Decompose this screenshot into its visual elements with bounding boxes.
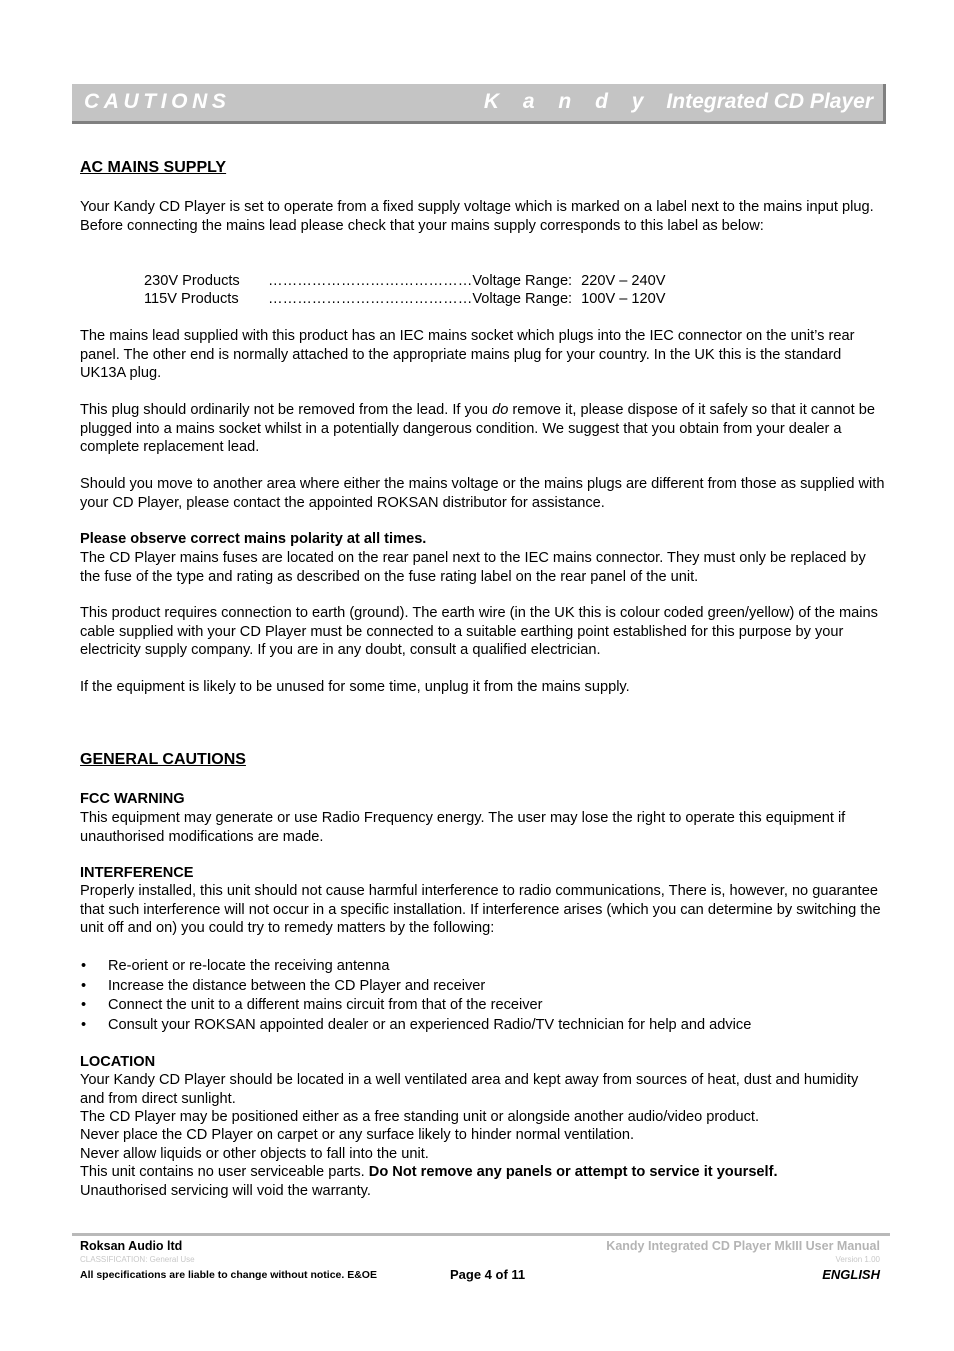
emphasis: do <box>492 402 509 418</box>
footer-manual-title: Kandy Integrated CD Player MkIII User Manual <box>606 1239 880 1253</box>
spec-label: Voltage Range: <box>472 273 573 289</box>
interference-text: Properly installed, this unit should not cause harmful interference to radio communications, There is, however, no guarantee that such interference will not occur in a specific installation. If interference arises (which you can determine by switching the unit off and on) you could try to remedy matters by the following: <box>80 883 881 936</box>
spec-row-115v <box>144 290 666 309</box>
list-item: • Increase the distance between the CD Player and receiver <box>80 977 885 997</box>
header-banner <box>72 84 886 124</box>
spec-product: 230V Products <box>144 273 240 289</box>
spec-row-230v <box>144 272 666 291</box>
footer-divider <box>72 1233 890 1236</box>
ac-mains-paragraph-2: The mains lead supplied with this product has an IEC mains socket which plugs into the IEC connector on the unit’s rear panel. The other end is normally attached to the appropriate mains plug for your country. In the UK this is the standard UK13A plug. <box>80 328 855 381</box>
remedy-list <box>80 957 885 1035</box>
list-item: • Connect the unit to a different mains circuit from that of the receiver <box>80 996 885 1016</box>
brand-name: K a n d y <box>483 90 653 113</box>
spec-range: 100V – 120V <box>581 291 666 307</box>
spec-range: 220V – 240V <box>581 273 666 289</box>
ac-mains-paragraph-7: If the equipment is likely to be unused for some time, unplug it from the mains supply. <box>80 679 630 695</box>
footer-version: Version 1.00 <box>835 1255 880 1264</box>
footer-company: Roksan Audio ltd <box>80 1239 183 1253</box>
location-line-1: Your Kandy CD Player should be located in a well ventilated area and kept away from sources of heat, dust and humidity and from direct sunlight. <box>80 1072 859 1107</box>
fcc-title: FCC WARNING <box>80 791 185 807</box>
list-item: • Consult your ROKSAN appointed dealer or an experienced Radio/TV technician for help and advice <box>80 1016 885 1036</box>
ac-mains-heading: AC MAINS SUPPLY <box>80 159 227 176</box>
general-cautions-heading: GENERAL CAUTIONS <box>80 751 246 768</box>
service-warning <box>80 1163 885 1200</box>
spec-product: 115V Products <box>144 291 239 307</box>
ac-mains-paragraph-6: This product requires connection to earth (ground). The earth wire (in the UK this is colour coded green/yellow) of the mains cable supplied with your CD Player must be connected to a suitable earthing point established for this purpose by your electricity supply company. If you are in any doubt, consult a qualified electrician. <box>80 605 878 658</box>
list-item: • Re-orient or re-locate the receiving antenna <box>80 957 885 977</box>
location-line-3: Never place the CD Player on carpet or any surface likely to hinder normal ventilation. <box>80 1127 635 1143</box>
footer-disclaimer: All specifications are liable to change without notice. E&OE <box>80 1269 377 1281</box>
polarity-notice: Please observe correct mains polarity at all times. <box>80 531 427 547</box>
location-title: LOCATION <box>80 1054 156 1070</box>
spec-dots: …………………………………… <box>268 291 473 307</box>
text-run: remove it, please dispose of it safely so that it cannot be plugged into a mains socket whilst in a potentially dangerous condition. We suggest that you obtain from your dealer a complete replacement lead. <box>80 402 875 455</box>
location-line-2: The CD Player may be positioned either as a free standing unit or alongside another audio/video product. <box>80 1109 760 1125</box>
spec-dots: …………………………………… <box>268 273 473 289</box>
product-name: Integrated CD Player <box>666 90 873 113</box>
spec-label: Voltage Range: <box>472 291 573 307</box>
ac-mains-paragraph-5: The CD Player mains fuses are located on the rear panel next to the IEC mains connector. They must only be replaced by the fuse of the type and rating as described on the fuse rating label on the rear panel of the unit. <box>80 550 866 585</box>
text-run: This unit contains no user serviceable parts. <box>80 1164 369 1180</box>
bold-warning: Do Not remove any panels or attempt to service it yourself. <box>368 1164 778 1180</box>
product-title <box>484 90 873 114</box>
fcc-text: This equipment may generate or use Radio Frequency energy. The user may lose the right to operate this equipment if unauthorised modifications are made. <box>80 810 846 845</box>
interference-title: INTERFERENCE <box>80 865 194 881</box>
text-run: Unauthorised servicing will void the warranty. <box>80 1182 371 1199</box>
footer-classification: CLASSIFICATION: General Use <box>80 1255 195 1264</box>
ac-mains-paragraph-4: Should you move to another area where either the mains voltage or the mains plugs are different from those as supplied with your CD Player, please contact the appointed ROKSAN distributor for assistance. <box>80 476 885 511</box>
text-run: This plug should ordinarily not be removed from the lead. If you <box>80 402 493 418</box>
footer-language: ENGLISH <box>822 1267 880 1282</box>
footer-page-number: Page 4 of 11 <box>450 1267 526 1282</box>
ac-mains-paragraph-3 <box>80 401 885 457</box>
ac-mains-paragraph-1: Your Kandy CD Player is set to operate from a fixed supply voltage which is marked on a label next to the mains input plug. Before connecting the mains lead please check that your mains supply corresponds to this label as below: <box>80 199 874 234</box>
section-title: CAUTIONS <box>84 90 231 113</box>
location-line-4: Never allow liquids or other objects to fall into the unit. <box>80 1146 429 1162</box>
